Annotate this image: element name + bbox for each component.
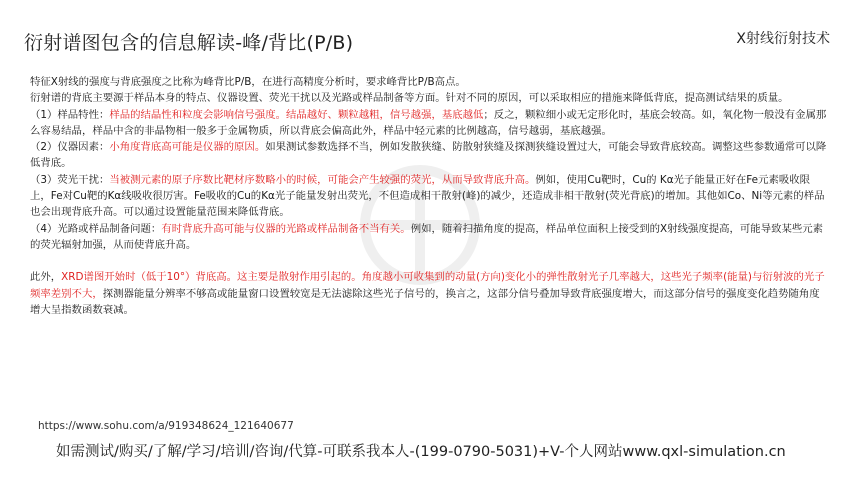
- item-text: 例如，使用Cu靶时，Cu的 Kα光子能量正好在Fe元素吸收限上，Fe对Cu靶的Kα线吸收很厉害。Fe吸收的Cu的Kα光子能量发射出荧光，不但造成相干散射(峰)的减少，还造成非相干散射(荧光背底)的增加。其他如Co、Ni等元素的样品也会出现背底升高。可以通过设置能量范围来降低背底。: [30, 173, 825, 219]
- source-link[interactable]: https://www.sohu.com/a/919348624_121640677: [38, 420, 294, 432]
- item-lead: （4）光路或样品制备问题：: [30, 222, 162, 235]
- highlight-text: XRD谱图开始时（低于10°）背底高。这主要是散射作用引起的。角度越小可收集到的动量(方向)变化小的弹性散射光子几率越大，这些光子频率(能量)与衍射波的光子频率差别不大，: [30, 271, 825, 300]
- page-title: 衍射谱图包含的信息解读-峰/背比(P/B): [24, 32, 354, 54]
- item-text: 例如，随着扫描角度的提高，样品单位面积上接受到的X射线强度提高，可能导致某些元素的荧光辐射加强，从而使背底升高。: [30, 222, 824, 251]
- item-lead: （1）样品特性：: [30, 108, 110, 121]
- brand-label: X射线衍射技术: [736, 31, 830, 47]
- highlight-text: 小角度背底高可能是仪器的原因。: [109, 141, 266, 154]
- item-sample-properties: [30, 107, 830, 140]
- intro-paragraph: 特征X射线的强度与背底强度之比称为峰背比P/B，在进行高精度分析时，要求峰背比P/B高点。: [30, 76, 466, 88]
- item-lead: （3）荧光干扰：: [30, 173, 110, 186]
- item-fluorescence: [30, 172, 830, 221]
- highlight-text: 有时背底升高可能与仪器的光路或样品制备不当有关。: [161, 222, 411, 235]
- item-text: 探测器能量分辨率不够高或能量窗口设置较宽是无法滤除这些光子信号的，换言之，这部分信号叠加导致背底强度增大，而这部分信号的强度变化趋势随角度增大呈指数函数衰减。: [30, 287, 820, 316]
- spacer: [30, 253, 830, 269]
- extra-paragraph: [30, 269, 830, 318]
- highlight-text: 当被测元素的原子序数比靶材序数略小的时候，可能会产生较强的荧光，从而导致背底升高。: [109, 173, 536, 186]
- item-lead: （2）仪器因素：: [30, 141, 110, 154]
- item-optics-preparation: [30, 221, 830, 254]
- content-body: [30, 74, 830, 318]
- item-text: 如果测试参数选择不当，例如发散狭缝、防散射狭缝及探测狭缝设置过大，可能会导致背底较高。调整这些参数通常可以降低背底。: [30, 141, 827, 170]
- background-paragraph: 衍射谱的背底主要源于样品本身的特点、仪器设置、荧光干扰以及光路或样品制备等方面。针对不同的原因，可以采取相应的措施来降低背底，提高测试结果的质量。: [30, 92, 789, 105]
- item-text: ；反之，颗粒细小或无定形化时，基底会较高。如，氧化物一般没有金属那么容易结晶，样品中含的非晶物相一般多于金属物质，所以背底会偏高此外，样品中轻元素的比例越高，信号越弱，基底越强。: [30, 108, 827, 137]
- contact-footer: 如需测试/购买/了解/学习/培训/咨询/代算-可联系我本人-(199-0790-5031)+V-个人网站www.qxl-simulation.cn: [56, 444, 786, 460]
- highlight-text: 样品的结晶性和粒度会影响信号强度。结晶越好、颗粒越粗，信号越强，基底越低: [109, 108, 484, 121]
- item-lead: 此外，: [30, 271, 62, 284]
- item-instrument-factors: [30, 139, 830, 172]
